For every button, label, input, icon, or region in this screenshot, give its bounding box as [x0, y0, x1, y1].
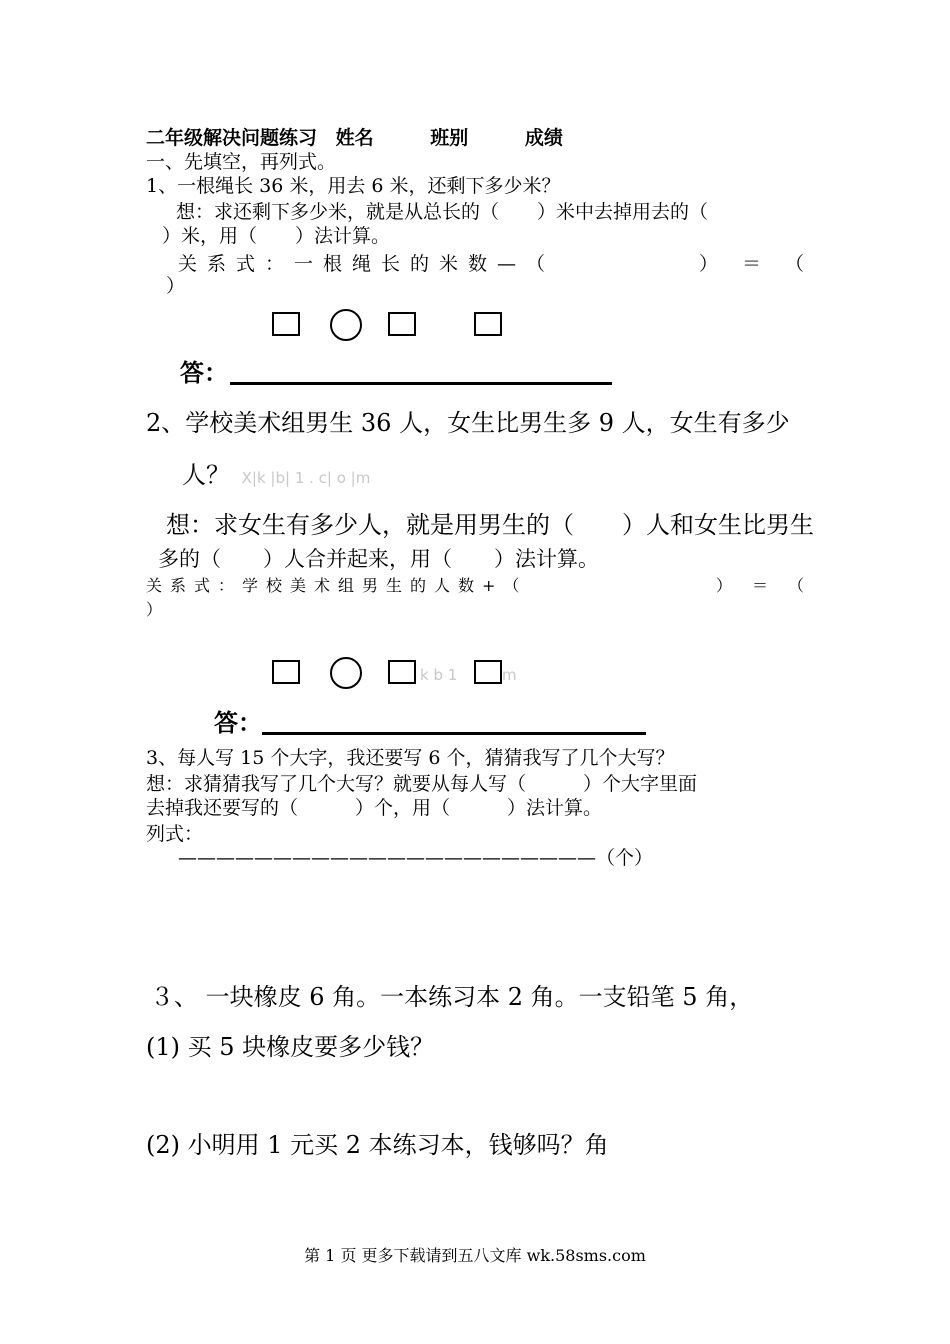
- sub-question-2: (2) 小明用 1 元买 2 本练习本，钱够吗？角: [146, 1131, 609, 1159]
- q2-think-line1: 想：求女生有多少人，就是用男生的（ ）人和女生比男生: [166, 511, 814, 539]
- q1-think-line2: ）米，用（ ）法计算。: [162, 225, 391, 247]
- q2-question-line1: 2、学校美术组男生 36 人，女生比男生多 9 人，女生有多少: [146, 409, 790, 437]
- q1-relation-left: 关系式：一根绳长的米数—（: [178, 253, 556, 275]
- q2-question-line2: [182, 460, 370, 493]
- name-label: 姓名: [335, 127, 374, 149]
- q2-answer-line[interactable]: [262, 732, 646, 735]
- q2-relation-right: （: [787, 576, 804, 595]
- watermark-text: X|k |b| 1 . c| o |m: [241, 469, 371, 487]
- q1-relation-eq: ＝: [741, 253, 761, 275]
- page-title: [146, 126, 563, 150]
- q2-answer-box-3[interactable]: [474, 660, 502, 684]
- q3-question: 3、每人写 15 个大字，我还要写 6 个，猜猜我写了几个大写？: [146, 747, 675, 769]
- q2-relation-eq: ＝: [751, 576, 768, 595]
- score-label: 成绩: [524, 127, 563, 149]
- class-label: 班别: [430, 127, 469, 149]
- q1-question: 1、一根绳长 36 米，用去 6 米，还剩下多少米？: [146, 175, 561, 197]
- q2-relation-left: 关系式：学校美术组男生的人数+（: [146, 576, 528, 595]
- q3-think-line1: 想：求猜猜我写了几个大写？就要从每人写（ ）个大字里面: [146, 773, 698, 795]
- section-heading: 一、先填空，再列式。: [146, 151, 337, 173]
- q2-think-line2: 多的（ ）人合并起来，用（ ）法计算。: [158, 547, 599, 571]
- problem-intro: ３、 一块橡皮 6 角。一本练习本 2 角。一支铅笔 5 角，: [150, 983, 754, 1011]
- sub-question-1: (1) 买 5 块橡皮要多少钱？: [146, 1033, 435, 1061]
- q1-answer-box-3[interactable]: [474, 312, 502, 336]
- q2-answer-box-1[interactable]: [272, 660, 300, 684]
- q1-operator-circle[interactable]: [330, 309, 362, 341]
- q1-relation-mid: ）: [698, 253, 718, 275]
- q3-think-line2: 去掉我还要写的（ ）个，用（ ）法计算。: [146, 797, 603, 819]
- worksheet-title: 二年级解决问题练习: [146, 127, 318, 149]
- q1-answer-box-1[interactable]: [272, 312, 300, 336]
- q3-formula-line: ——————————————————————（个）: [178, 847, 654, 869]
- q2-question-line2-text: 人？: [182, 461, 230, 489]
- q2-answer-label: 答：: [214, 708, 262, 737]
- watermark-text-2: k b 1: [420, 666, 458, 684]
- q1-answer-box-2[interactable]: [388, 312, 416, 336]
- q1-answer-label: 答：: [180, 358, 228, 387]
- q2-relation-line2: ）: [146, 600, 163, 619]
- q1-relation-line2: ）: [166, 275, 186, 297]
- q1-think-line1: 想：求还剩下多少米，就是从总长的（ ）米中去掉用去的（: [176, 201, 709, 223]
- watermark-text-3: m: [502, 666, 517, 684]
- q2-relation-mid: ）: [715, 576, 732, 595]
- q2-relation: [146, 576, 804, 596]
- q1-relation-right: （: [784, 253, 804, 275]
- q1-relation: [178, 252, 804, 276]
- q1-answer-line[interactable]: [230, 382, 612, 385]
- q2-answer-box-2[interactable]: [388, 660, 416, 684]
- page-footer: 第 1 页 更多下载请到五八文库 wk.58sms.com: [304, 1246, 646, 1265]
- q2-operator-circle[interactable]: [330, 657, 362, 689]
- q3-formula-label: 列式：: [146, 823, 204, 845]
